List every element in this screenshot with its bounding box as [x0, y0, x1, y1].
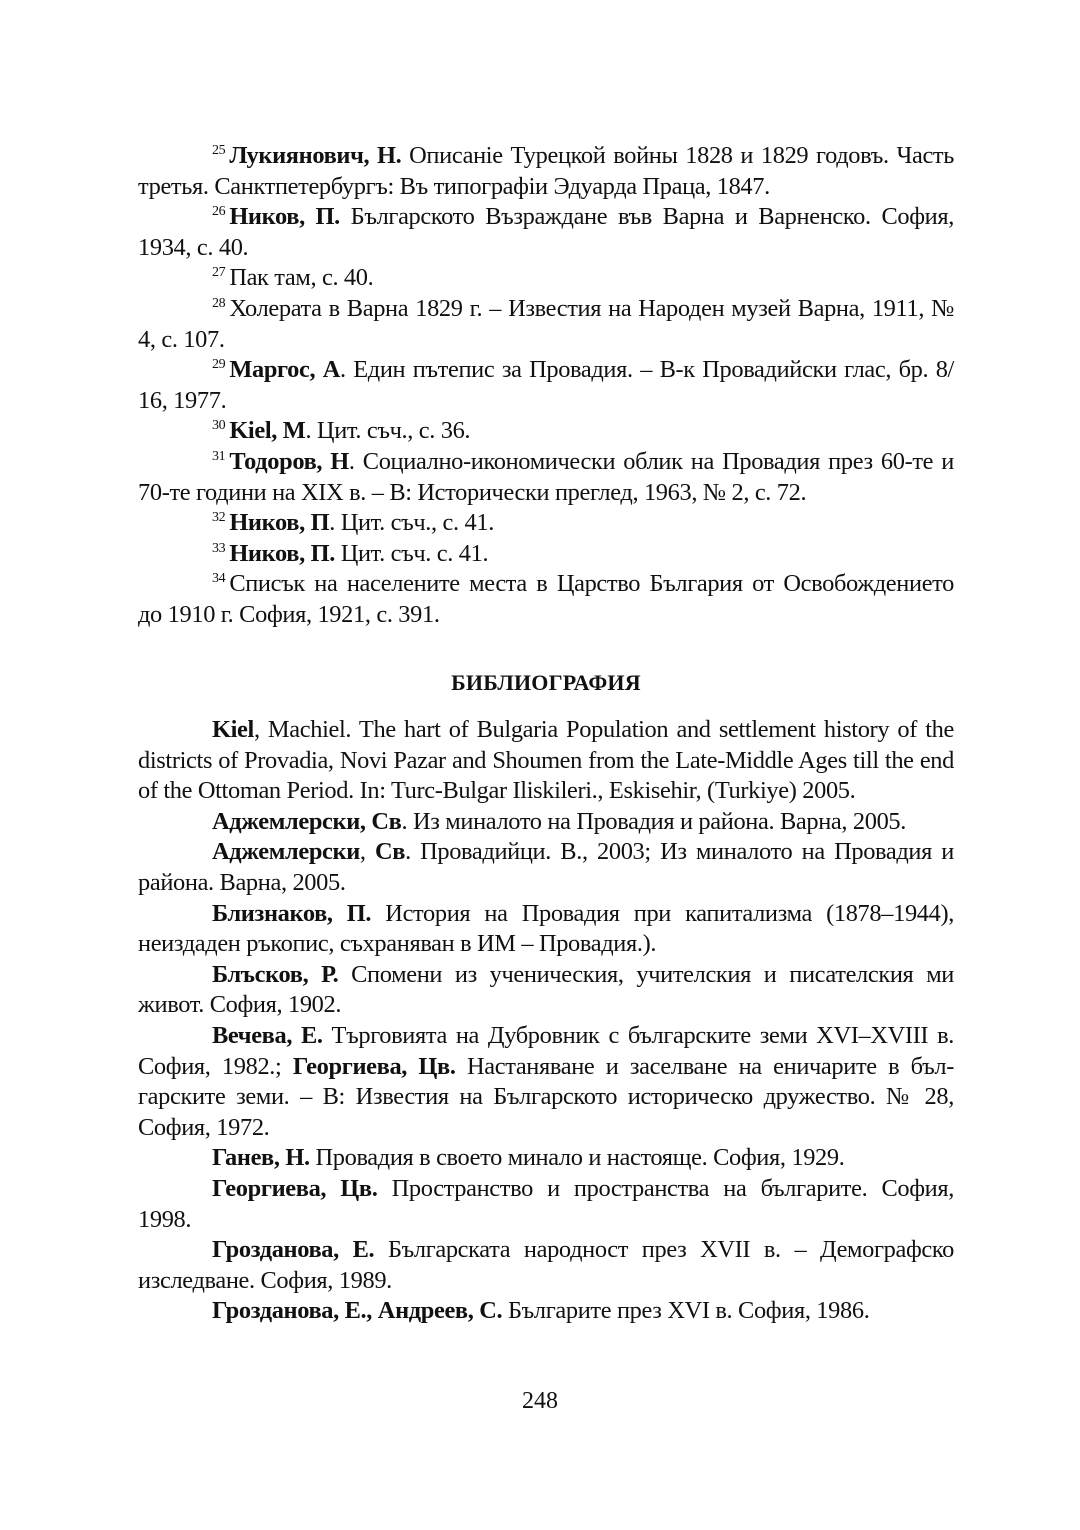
bibliography-entry: [138, 960, 954, 1021]
footnote: [138, 539, 954, 570]
footnote-author: Маргос, А: [229, 356, 340, 384]
footnote: [138, 508, 954, 539]
footnote-number: 25: [212, 143, 226, 158]
footnote: [138, 569, 954, 630]
footnote-number: 28: [212, 295, 226, 311]
footnote-number: 31: [212, 448, 226, 464]
footnote: [138, 416, 954, 447]
footnote-author: Тодоров, Н: [229, 447, 349, 475]
footnote: [138, 355, 954, 416]
footnote-text: Списък на населените места в Царство България от Освобождението до 1910 г. София, 1921, с. 391.: [138, 570, 954, 628]
bibliography-entry: [138, 1235, 954, 1296]
bibliography-entry: [138, 1296, 954, 1327]
footnote: [138, 447, 954, 508]
entry-text: Българската народност през XVII в. – Демографско изследване. София, 1989.: [138, 1236, 954, 1294]
footnote: [138, 202, 954, 263]
footnote-text: Българското Възраждане във Варна и Варненско. София, 1934, с. 40.: [138, 203, 954, 261]
entry-author: Аджемлерски: [212, 838, 360, 866]
bibliography-list: [138, 715, 954, 1327]
bibliography-entry: [138, 837, 954, 898]
bibliography-entry: [138, 1143, 954, 1174]
footnote: [138, 141, 954, 202]
footnote-text: Цит. съч. с. 41.: [334, 539, 489, 567]
entry-text: Пространство и пространства на българите. София, 1998.: [138, 1174, 954, 1233]
entry-author: Георгиева, Цв.: [212, 1174, 378, 1202]
footnote: [138, 263, 954, 294]
entry-author-secondary: Св: [374, 838, 406, 866]
footnote-author: Kiel, M: [229, 417, 306, 445]
footnote-number: 30: [212, 418, 226, 434]
bibliography-entry: [138, 899, 954, 960]
footnote-text: . Цит. съч., с. 41.: [329, 509, 494, 537]
entry-text-secondary: Настаняване и заселване на еничарите в бъл-гарските земи. – В: Известия на Българското историческо дружество. № 28, София, 1972.: [138, 1052, 954, 1141]
entry-text: Българите през XVI в. София, 1986.: [502, 1297, 870, 1325]
footnote-author: Ников, П: [229, 509, 330, 537]
footnote-text: . Социално-икономически облик на Провадия през 60-те и 70-те години на ХІХ в. – В: Исторически преглед, 1963, № 2, с. 72.: [138, 447, 954, 506]
entry-author: Аджемлерски, Св: [212, 807, 402, 835]
bibliography-entry: [138, 715, 954, 807]
entry-text: История на Провадия при капитализма (1878–1944), неиздаден ръкопис, съхраняван в ИМ – Провадия.).: [138, 899, 954, 958]
footnote-author: Ников, П.: [229, 539, 335, 567]
entry-author: Ганев, Н.: [212, 1144, 310, 1172]
entry-author: Kiel: [212, 716, 254, 743]
entry-text: ,: [359, 838, 375, 866]
entry-text: Спомени из ученическия, учителския и писателския ми живот. София, 1902.: [138, 960, 954, 1019]
entry-text: Провадия в своето минало и настояще. София, 1929.: [309, 1144, 845, 1172]
entry-text-secondary: . Провадийци. В., 2003; Из миналото на Провадия и района. Варна, 2005.: [138, 838, 954, 896]
entry-author: Вечева, Е.: [212, 1021, 323, 1049]
footnote-text: . Цит. съч., с. 36.: [305, 417, 471, 445]
entry-author-secondary: Георгиева, Цв.: [292, 1052, 456, 1080]
page-number: 248: [522, 1388, 558, 1414]
entry-author: Грозданова, Е., Андреев, С.: [212, 1297, 503, 1325]
footnote-number: 29: [212, 357, 226, 373]
footnote-number: 27: [212, 265, 226, 281]
entry-text: Търговията на Дубровник с българските земи XVI–XVIII в. София, 1982.;: [138, 1021, 954, 1080]
footnotes-section: [138, 141, 954, 631]
footnote-text: Пак там, с. 40.: [229, 264, 374, 292]
entry-text: , Machiel. The hart of Bulgaria Population and settlement history of the districts of Provadia, Novi Pazar and Shoumen from the Late-Middle Ages till the end of the Ottoman Period. In: Turc-Bulgar Iliskileri., Eskisehir, (Turkiye) 2005.: [138, 716, 954, 805]
footnote-author: Лукиянович, Н.: [229, 142, 402, 169]
bibliography-entry: [138, 807, 954, 838]
entry-author: Грозданова, Е.: [212, 1236, 375, 1264]
footnote: [138, 294, 954, 355]
footnote-number: 33: [212, 540, 226, 556]
footnote-text: Холерата в Варна 1829 г. – Известия на Народен музей Варна, 1911, № 4, с. 107.: [138, 294, 954, 353]
bibliography-entry: [138, 1021, 954, 1143]
bibliography-entry: [138, 1174, 954, 1235]
entry-author: Близнаков, П.: [212, 899, 372, 927]
entry-text: . Из миналото на Провадия и района. Варна, 2005.: [401, 807, 907, 835]
bibliography-heading: БИБЛИОГРАФИЯ: [451, 670, 641, 695]
footnote-text: Описаніе Турецкой войны 1828 и 1829 годовъ. Часть третья. Санктпетербургъ: Въ типографіи Эдуарда Праца, 1847.: [138, 142, 954, 200]
footnote-number: 26: [212, 204, 226, 220]
footnote-text: . Един пътепис за Провадия. – В-к Провадийски глас, бр. 8/ 16, 1977.: [138, 356, 954, 414]
footnote-number: 32: [212, 510, 226, 526]
footnote-author: Ников, П.: [229, 203, 340, 231]
entry-author: Блъсков, Р.: [212, 960, 339, 988]
footnote-number: 34: [212, 571, 226, 587]
